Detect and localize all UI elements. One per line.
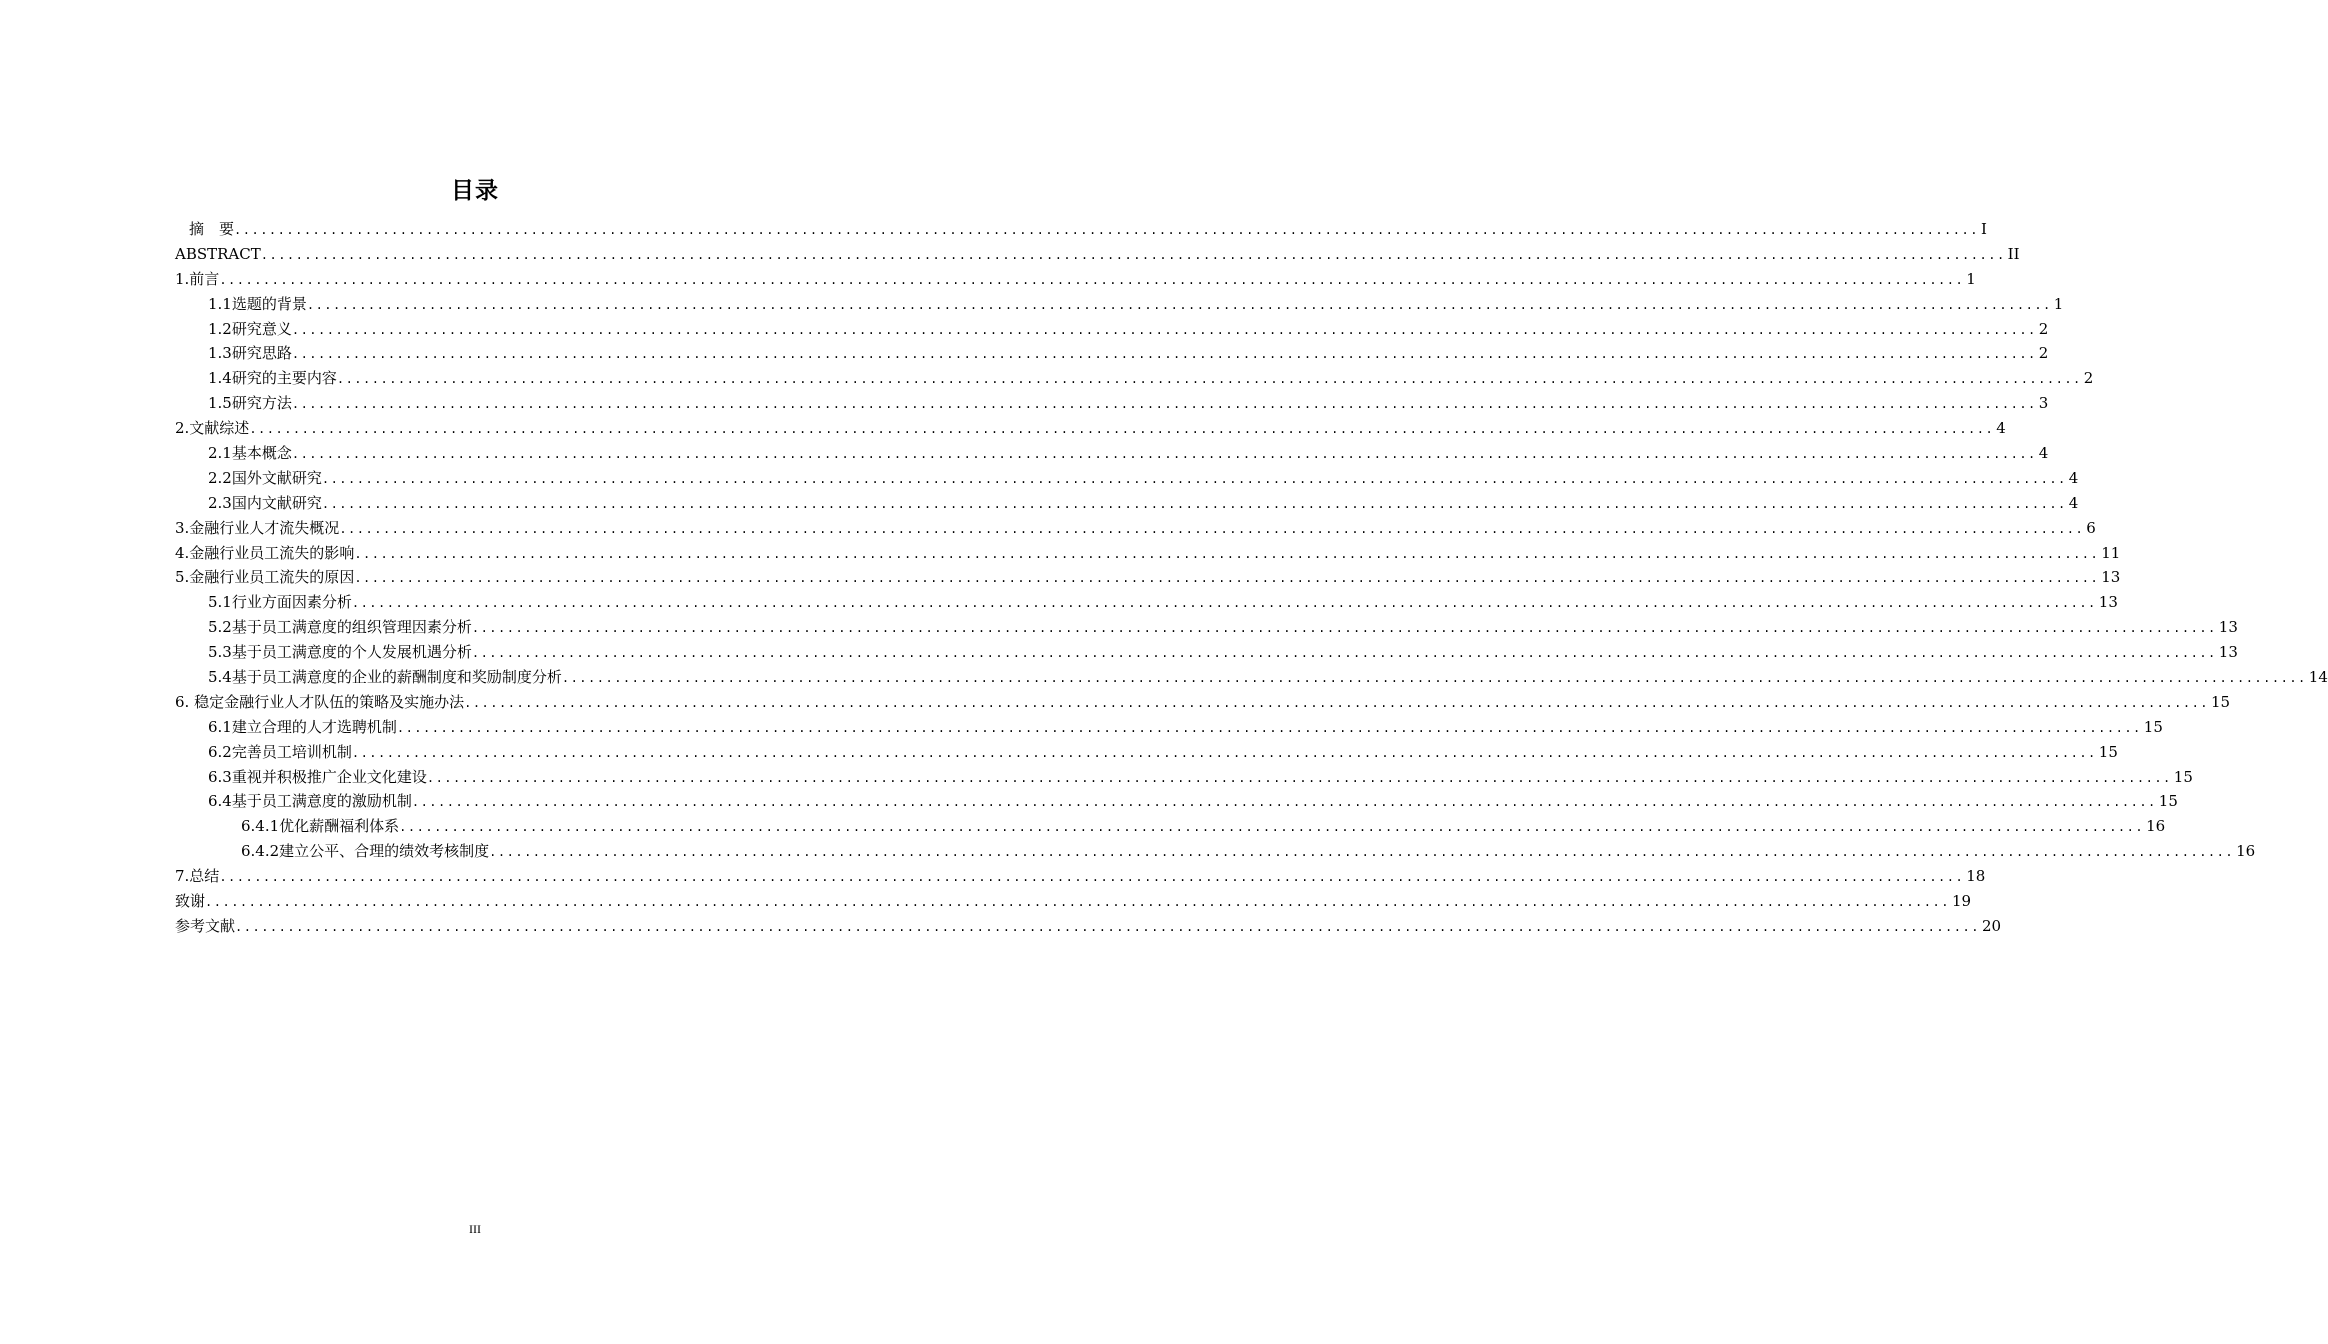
toc-entry-label: 6.4.2建立公平、合理的绩效考核制度 [241, 842, 490, 861]
toc-leader-dots: ........................................................................................................................................................................................................ [249, 422, 1995, 437]
toc-leader-dots: ........................................................................................................................................................................................................ [464, 695, 2210, 710]
toc-entry[interactable] [175, 217, 1987, 242]
toc-entry[interactable] [175, 590, 2118, 615]
toc-entry-label: 致谢 [175, 892, 206, 911]
toc-entry-page: 13 [2218, 643, 2238, 662]
toc-entry-page: 6 [2086, 518, 2096, 537]
toc-entry-page: 15 [2158, 792, 2178, 811]
toc-entry-page: 15 [2173, 767, 2193, 786]
toc-leader-dots: ........................................................................................................................................................................................................ [306, 297, 2052, 312]
toc-entry[interactable] [175, 466, 2079, 491]
toc-leader-dots: ........................................................................................................................................................................................................ [471, 621, 2217, 636]
toc-entry[interactable] [175, 814, 2166, 839]
toc-entry-page: 13 [2098, 593, 2118, 612]
toc-entry-page: 2 [2038, 319, 2049, 338]
toc-leader-dots: ........................................................................................................................................................................................................ [291, 397, 2037, 412]
toc-entry[interactable] [175, 267, 1976, 292]
toc-leader-dots: ........................................................................................................................................................................................................ [219, 272, 1965, 287]
toc-entry[interactable] [175, 740, 2118, 765]
toc-entry-page: 11 [2101, 543, 2121, 562]
toc-entry-label: 1.前言 [175, 269, 220, 288]
toc-entry-label: 1.4研究的主要内容 [208, 369, 337, 388]
toc-entry-label: ABSTRACT [175, 244, 261, 263]
toc-entry[interactable] [175, 615, 2238, 640]
toc-entry-page: 19 [1951, 892, 1972, 911]
toc-entry-label: 6.4基于员工满意度的激励机制 [208, 792, 412, 811]
toc-entry-page: II [2007, 244, 2020, 263]
toc-entry[interactable] [175, 491, 2079, 516]
toc-leader-dots: ........................................................................................................................................................................................................ [489, 845, 2235, 860]
toc-entry[interactable] [175, 416, 2006, 441]
toc-leader-dots: ........................................................................................................................................................................................................ [291, 347, 2037, 362]
toc-entry-label: 7.总结 [175, 867, 220, 886]
toc-leader-dots: ........................................................................................................................................................................................................ [336, 372, 2082, 387]
toc-entry-label: 参考文献 [175, 916, 236, 935]
toc-entry-label: 1.1选题的背景 [208, 294, 307, 313]
toc-leader-dots: ........................................................................................................................................................................................................ [260, 247, 2006, 262]
toc-leader-dots: ........................................................................................................................................................................................................ [351, 596, 2097, 611]
toc-entry-label: 6.2完善员工培训机制 [208, 742, 352, 761]
toc-leader-dots: ........................................................................................................................................................................................................ [351, 745, 2097, 760]
toc-entry[interactable] [175, 889, 1972, 914]
toc-entry-label: 1.3研究思路 [208, 344, 292, 363]
toc-entry-page: 14 [2308, 668, 2328, 687]
toc-leader-dots: ........................................................................................................................................................................................................ [399, 820, 2145, 835]
toc-leader-dots: ........................................................................................................................................................................................................ [235, 919, 1980, 934]
toc-leader-dots: ........................................................................................................................................................................................................ [396, 720, 2142, 735]
toc-leader-dots: ........................................................................................................................................................................................................ [354, 571, 2100, 586]
toc-entry[interactable] [175, 864, 1986, 889]
toc-entry-label: 6.3重视并积极推广企业文化建设 [208, 767, 427, 786]
toc-entry[interactable] [175, 317, 2049, 342]
toc-entry-page: 2 [2038, 344, 2049, 363]
toc-entry-page: 4 [2038, 444, 2049, 463]
toc-leader-dots: ........................................................................................................................................................................................................ [321, 471, 2067, 486]
toc-leader-dots: ........................................................................................................................................................................................................ [234, 223, 1979, 237]
toc-entry[interactable] [175, 516, 2096, 541]
toc-leader-dots: ........................................................................................................................................................................................................ [426, 770, 2172, 785]
toc-entry[interactable] [175, 839, 2256, 864]
toc-entry[interactable] [175, 565, 2121, 590]
toc-entry-page: 4 [2068, 468, 2079, 487]
toc-leader-dots: ........................................................................................................................................................................................................ [339, 521, 2085, 536]
toc-leader-dots: ........................................................................................................................................................................................................ [471, 646, 2217, 661]
toc-entry-label: 6.1建立合理的人才选聘机制 [208, 717, 397, 736]
toc-entry-page: 15 [2098, 742, 2118, 761]
toc-entry-label: 1.5研究方法 [208, 394, 292, 413]
toc-entry-page: 13 [2101, 568, 2121, 587]
toc-entry-page: 1 [1966, 269, 1976, 288]
toc-entry-label: 5.1行业方面因素分析 [208, 593, 352, 612]
toc-entry-label: 5.3基于员工满意度的个人发展机遇分析 [208, 643, 472, 662]
toc-entry-label: 5.4基于员工满意度的企业的薪酬制度和奖励制度分析 [208, 668, 562, 687]
toc-leader-dots: ........................................................................................................................................................................................................ [411, 795, 2157, 810]
toc-entry-label: 6.4.1优化薪酬福利体系 [241, 817, 400, 836]
toc-entry[interactable] [175, 665, 2328, 690]
toc-entry[interactable] [175, 765, 2193, 790]
toc-entry-label: 2.文献综述 [175, 419, 250, 438]
toc-entry-page: 15 [2143, 717, 2163, 736]
toc-leader-dots: ........................................................................................................................................................................................................ [291, 447, 2037, 462]
toc-leader-dots: ........................................................................................................................................................................................................ [561, 671, 2307, 686]
toc-leader-dots: ........................................................................................................................................................................................................ [291, 322, 2037, 337]
toc-entry-page: 3 [2038, 394, 2049, 413]
toc-leader-dots: ........................................................................................................................................................................................................ [219, 870, 1965, 885]
toc-entry[interactable] [175, 366, 2094, 391]
toc-entry-page: 16 [2146, 817, 2166, 836]
toc-entry[interactable] [175, 541, 2121, 566]
toc-entry-page: 4 [1996, 419, 2006, 438]
toc-entry-label: 4.金融行业员工流失的影响 [175, 543, 355, 562]
toc-entry-page: 2 [2083, 369, 2094, 388]
toc-entry-page: 16 [2236, 842, 2256, 861]
toc-entry[interactable] [175, 914, 2002, 939]
toc-entry-label: 2.3国内文献研究 [208, 493, 322, 512]
toc-entry-label: 6. 稳定金融行业人才队伍的策略及实施办法 [175, 692, 465, 711]
toc-entry-label: 5.金融行业员工流失的原因 [175, 568, 355, 587]
toc-entry-page: 4 [2068, 493, 2079, 512]
toc-entry-page: 1 [2053, 294, 2064, 313]
toc-entry[interactable] [175, 441, 2049, 466]
toc-entry-label: 2.2国外文献研究 [208, 468, 322, 487]
toc-entry[interactable] [175, 242, 2020, 267]
toc-entry[interactable] [175, 789, 2178, 814]
toc-entry-label: 5.2基于员工满意度的组织管理因素分析 [208, 618, 472, 637]
toc-entry-page: 15 [2211, 692, 2231, 711]
page-title: 目录 [451, 178, 499, 204]
toc-entry-page: 20 [1981, 916, 2002, 935]
toc-entry[interactable] [175, 640, 2238, 665]
toc-entry[interactable] [175, 715, 2163, 740]
toc-entry-page: 18 [1966, 867, 1986, 886]
toc-entry[interactable] [175, 341, 2049, 366]
toc-entry-label: 2.1基本概念 [208, 444, 292, 463]
toc-entry-page: I [1980, 220, 1987, 238]
page-number: III [469, 1222, 481, 1236]
toc-entry[interactable] [175, 690, 2231, 715]
toc-leader-dots: ........................................................................................................................................................................................................ [321, 496, 2067, 511]
toc-entry[interactable] [175, 292, 2064, 317]
toc-entry-page: 13 [2218, 618, 2238, 637]
toc-entry[interactable] [175, 391, 2049, 416]
toc-entry-label: 3.金融行业人才流失概况 [175, 518, 340, 537]
toc-entry-label: 1.2研究意义 [208, 319, 292, 338]
toc-entry-label: 摘 要 [189, 220, 235, 238]
toc-leader-dots: ........................................................................................................................................................................................................ [205, 895, 1950, 910]
toc-leader-dots: ........................................................................................................................................................................................................ [354, 546, 2100, 561]
table-of-contents [175, 217, 2328, 939]
